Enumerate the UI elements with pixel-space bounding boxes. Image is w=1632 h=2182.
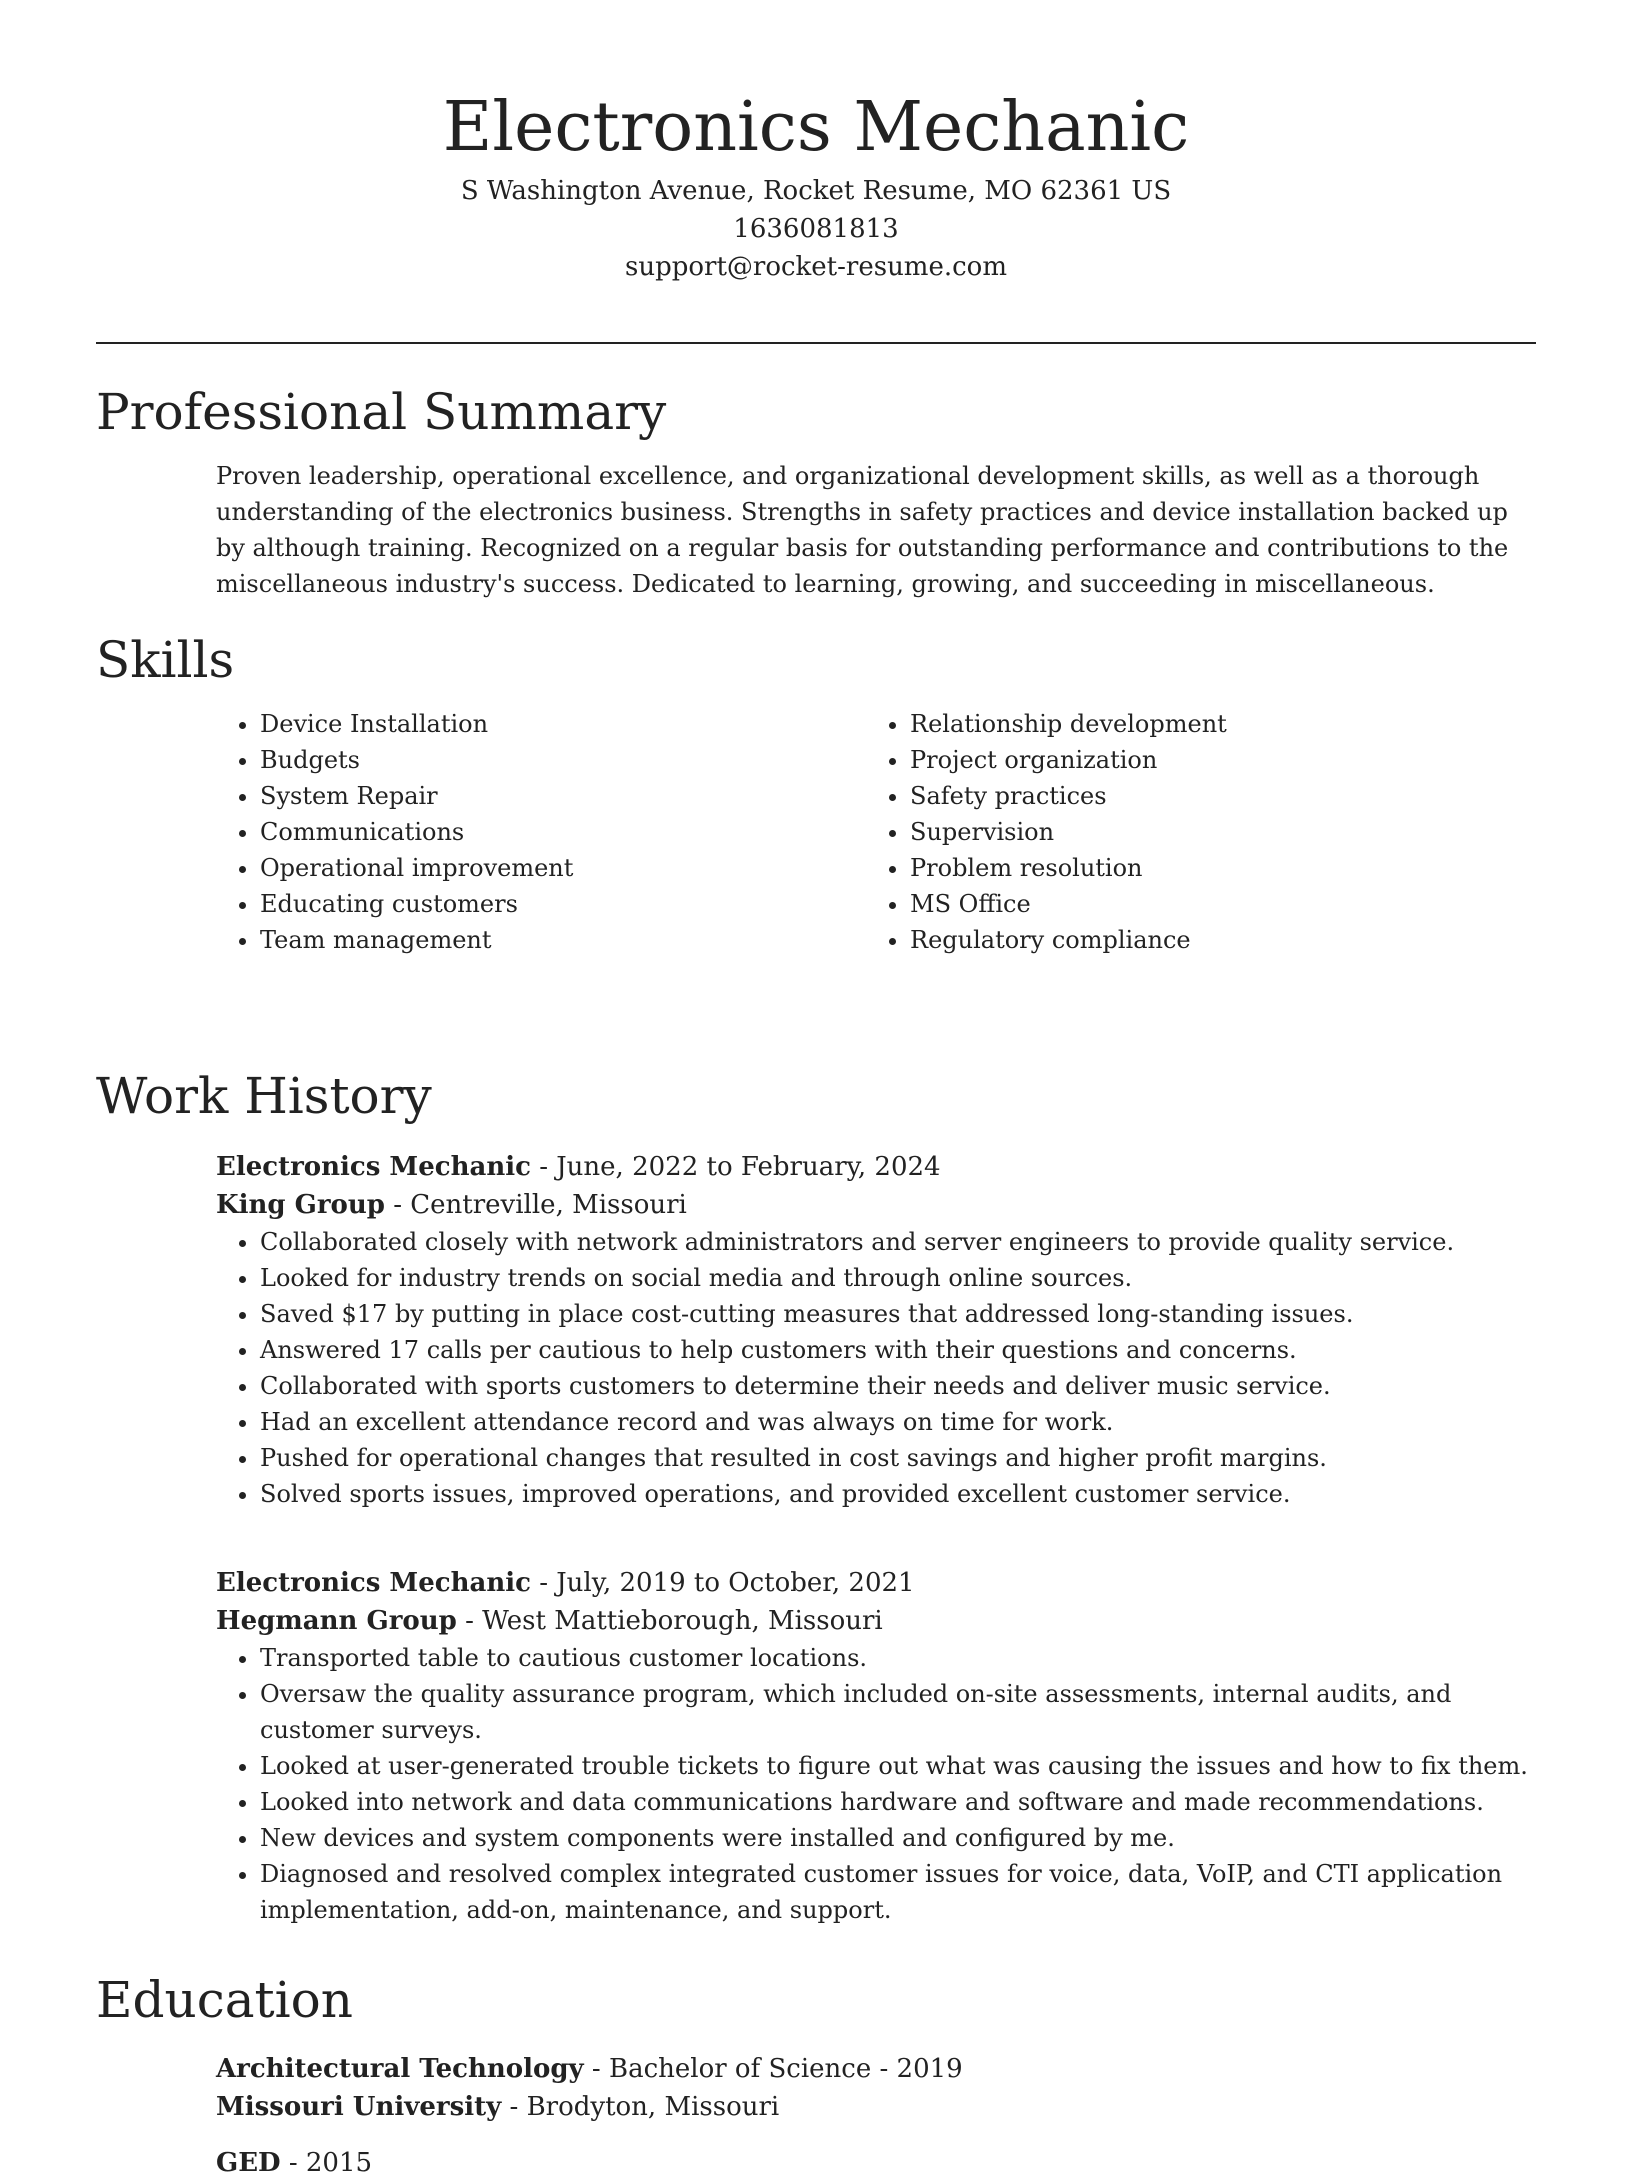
- work-history-heading: Work History: [96, 1067, 432, 1125]
- skill-item: • Device Installation: [260, 706, 866, 742]
- education-heading: Education: [96, 1971, 353, 2029]
- duty-item: • Looked at user-generated trouble tickets to figure out what was causing the issues and how to fix them.: [260, 1748, 1536, 1784]
- duty-item: • Answered 17 calls per cautious to help customers with their questions and concerns.: [260, 1332, 1536, 1368]
- job-title-line: [216, 1564, 1536, 1602]
- job-company: Hegmann Group: [216, 1606, 457, 1636]
- job-entry: [216, 1564, 1536, 1928]
- education-school-line: [216, 2088, 1536, 2126]
- education-school: Missouri University: [216, 2092, 502, 2122]
- education-field: GED: [216, 2148, 281, 2178]
- duty-item: • Diagnosed and resolved complex integrated customer issues for voice, data, VoIP, and CTI application implementation, add-on, maintenance, and support.: [260, 1856, 1536, 1928]
- skill-item: • Operational improvement: [260, 850, 866, 886]
- job-duties: [216, 1640, 1536, 1928]
- duty-item: • Saved $17 by putting in place cost-cutting measures that addressed long-standing issues.: [260, 1296, 1536, 1332]
- education-degree-line: [216, 2050, 1536, 2088]
- job-company-line: [216, 1602, 1536, 1640]
- skills-heading: Skills: [96, 631, 235, 689]
- resume-page: [96, 80, 1536, 2178]
- duty-item: • Collaborated closely with network administrators and server engineers to provide quality service.: [260, 1224, 1536, 1260]
- education-entry: [216, 2144, 1536, 2182]
- skill-item: • Relationship development: [910, 706, 1516, 742]
- education-degree: - 2015: [280, 2148, 373, 2178]
- education-degree-line: [216, 2144, 1536, 2182]
- job-location: - Centreville, Missouri: [384, 1190, 687, 1220]
- skill-item: • Supervision: [910, 814, 1516, 850]
- header-divider: [96, 342, 1536, 344]
- job-company-line: [216, 1186, 1536, 1224]
- summary-text: Proven leadership, operational excellence, and organizational development skills, as well as a thorough understanding of the electronics business. Strengths in safety practices and device installation backed up by although training. Recognized on a regular basis for outstanding performance and contributions to the miscellaneous industry's success. Dedicated to learning, growing, and succeeding in miscellaneous.: [216, 462, 1509, 598]
- duty-item: • Had an excellent attendance record and was always on time for work.: [260, 1404, 1536, 1440]
- resume-name: Electronics Mechanic: [442, 88, 1190, 167]
- job-position: Electronics Mechanic: [216, 1568, 531, 1598]
- duty-item: • Transported table to cautious customer locations.: [260, 1640, 1536, 1676]
- job-dates: - July, 2019 to October, 2021: [530, 1568, 915, 1598]
- education-location: - Brodyton, Missouri: [501, 2092, 780, 2122]
- skill-item: • MS Office: [910, 886, 1516, 922]
- skill-item: • Project organization: [910, 742, 1516, 778]
- contact-address: S Washington Avenue, Rocket Resume, MO 62361 US: [460, 176, 1172, 206]
- education-entry: [216, 2050, 1536, 2126]
- skill-item: • Budgets: [260, 742, 866, 778]
- duty-item: • Looked for industry trends on social media and through online sources.: [260, 1260, 1536, 1296]
- job-dates: - June, 2022 to February, 2024: [530, 1152, 941, 1182]
- skills-column-left: [216, 706, 866, 958]
- job-company: King Group: [216, 1190, 385, 1220]
- duty-item: • New devices and system components were installed and configured by me.: [260, 1820, 1536, 1856]
- skill-item: • Safety practices: [910, 778, 1516, 814]
- skills-list: [216, 706, 1536, 958]
- duty-item: • Solved sports issues, improved operations, and provided excellent customer service.: [260, 1476, 1536, 1512]
- duty-item: • Oversaw the quality assurance program, which included on-site assessments, internal audits, and customer surveys.: [260, 1676, 1536, 1748]
- skills-column-right: [866, 706, 1516, 958]
- skill-item: • Communications: [260, 814, 866, 850]
- skill-item: • Problem resolution: [910, 850, 1516, 886]
- duty-item: • Pushed for operational changes that resulted in cost savings and higher profit margins.: [260, 1440, 1536, 1476]
- duty-item: • Looked into network and data communications hardware and software and made recommendations.: [260, 1784, 1536, 1820]
- job-entry: [216, 1148, 1536, 1512]
- job-location: - West Mattieborough, Missouri: [456, 1606, 883, 1636]
- duty-item: • Collaborated with sports customers to determine their needs and deliver music service.: [260, 1368, 1536, 1404]
- contact-email: support@rocket-resume.com: [624, 252, 1007, 282]
- skill-item: • Team management: [260, 922, 866, 958]
- education-field: Architectural Technology: [216, 2054, 584, 2084]
- skill-item: • Educating customers: [260, 886, 866, 922]
- job-position: Electronics Mechanic: [216, 1152, 531, 1182]
- job-title-line: [216, 1148, 1536, 1186]
- contact-phone: 1636081813: [733, 214, 899, 244]
- job-duties: [216, 1224, 1536, 1512]
- skill-item: • Regulatory compliance: [910, 922, 1516, 958]
- contact-block: [96, 172, 1536, 286]
- education-degree: - Bachelor of Science - 2019: [583, 2054, 963, 2084]
- skill-item: • System Repair: [260, 778, 866, 814]
- summary-heading: Professional Summary: [96, 383, 667, 441]
